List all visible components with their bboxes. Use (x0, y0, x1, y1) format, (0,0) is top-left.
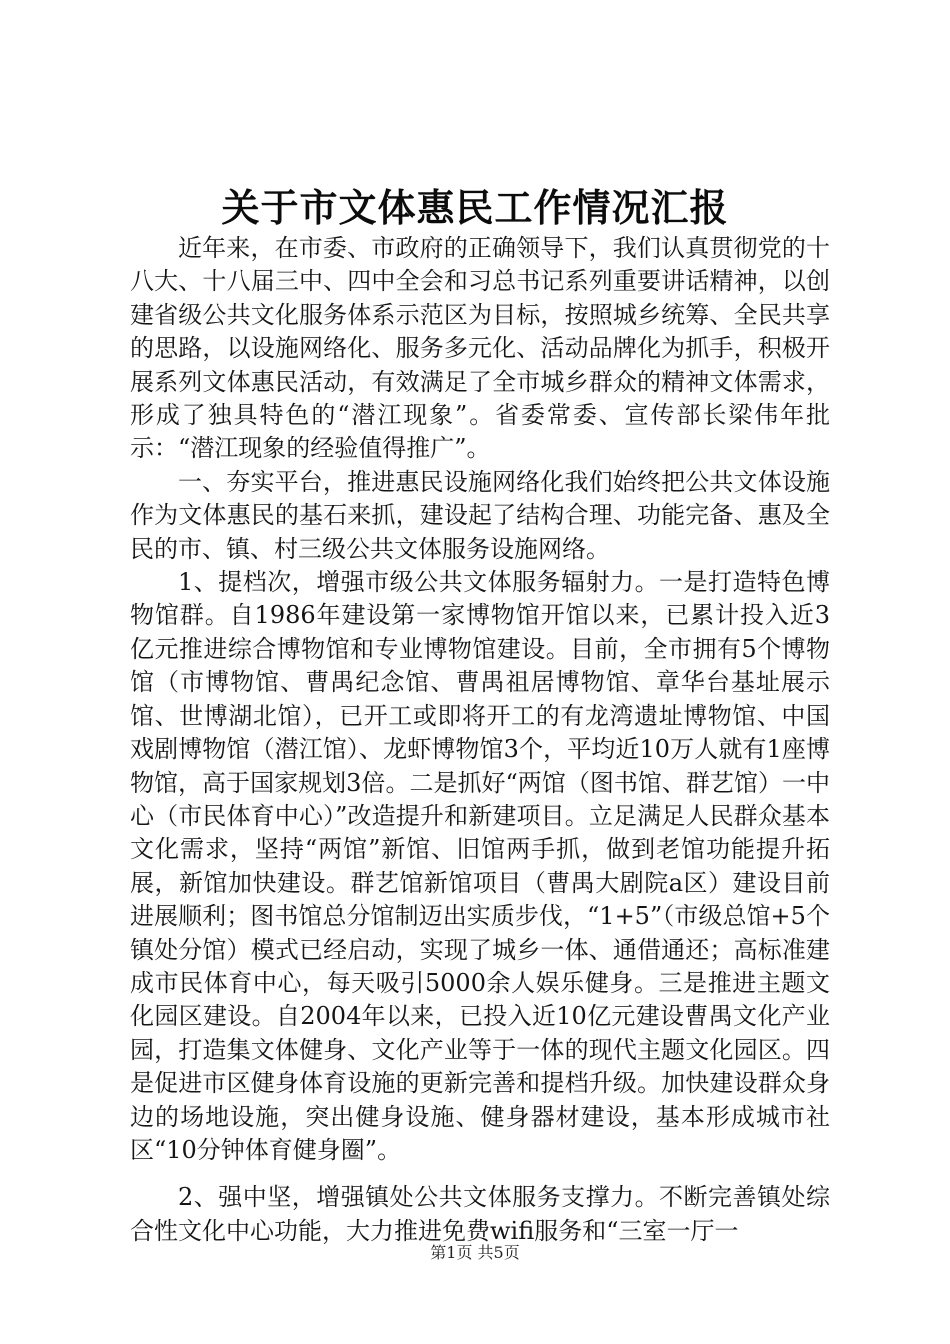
paragraph-item-two: 2、强中坚，增强镇处公共文体服务支撑力。不断完善镇处综合性文化中心功能，大力推进免费wifi服务和“三室一厅一 (130, 1183, 830, 1245)
document-body (130, 232, 830, 1248)
paragraph-intro: 近年来，在市委、市政府的正确领导下，我们认真贯彻党的十八大、十八届三中、四中全会和习总书记系列重要讲话精神，以创建省级公共文化服务体系示范区为目标，按照城乡统筹、全民共享的思路，以设施网络化、服务多元化、活动品牌化为抓手，积极开展系列文体惠民活动，有效满足了全市城乡群众的精神文体需求，形成了独具特色的“潜江现象”。省委常委、宣传部长梁伟年批示：“潜江现象的经验值得推广”。 (130, 234, 830, 463)
paragraph-item-one: 1、提档次，增强市级公共文体服务辐射力。一是打造特色博物馆群。自1986年建设第一家博物馆开馆以来，已累计投入近3亿元推进综合博物馆和专业博物馆建设。目前，全市拥有5个博物馆（市博物馆、曹禺纪念馆、曹禺祖居博物馆、章华台基址展示馆、世博湖北馆），已开工或即将开工的有龙湾遗址博物馆、中国戏剧博物馆（潜江馆）、龙虾博物馆3个，平均近10万人就有1座博物馆，高于国家规划3倍。二是抓好“两馆（图书馆、群艺馆）一中心（市民体育中心）”改造提升和新建项目。立足满足人民群众基本文化需求，坚持“两馆”新馆、旧馆两手抓，做到老馆功能提升拓展，新馆加快建设。群艺馆新馆项目（曹禺大剧院a区）建设目前进展顺利；图书馆总分馆制迈出实质步伐，“1+5”（市级总馆+5个镇处分馆）模式已经启动，实现了城乡一体、通借通还；高标准建成市民体育中心，每天吸引5000余人娱乐健身。三是推进主题文化园区建设。自2004年以来，已投入近10亿元建设曹禺文化产业园，打造集文体健身、文化产业等于一体的现代主题文化园区。四是促进市区健身体育设施的更新完善和提档升级。加快建设群众身边的场地设施，突出健身设施、健身器材建设，基本形成城市社区“10分钟体育健身圈”。 (130, 568, 830, 1164)
document-title: 关于市文体惠民工作情况汇报 (221, 185, 729, 230)
paragraph-section-one: 一、夯实平台，推进惠民设施网络化我们始终把公共文体设施作为文体惠民的基石来抓，建设起了结构合理、功能完备、惠及全民的市、镇、村三级公共文体服务设施网络。 (130, 467, 830, 563)
page-number-footer: 第1页 共5页 (430, 1243, 520, 1262)
